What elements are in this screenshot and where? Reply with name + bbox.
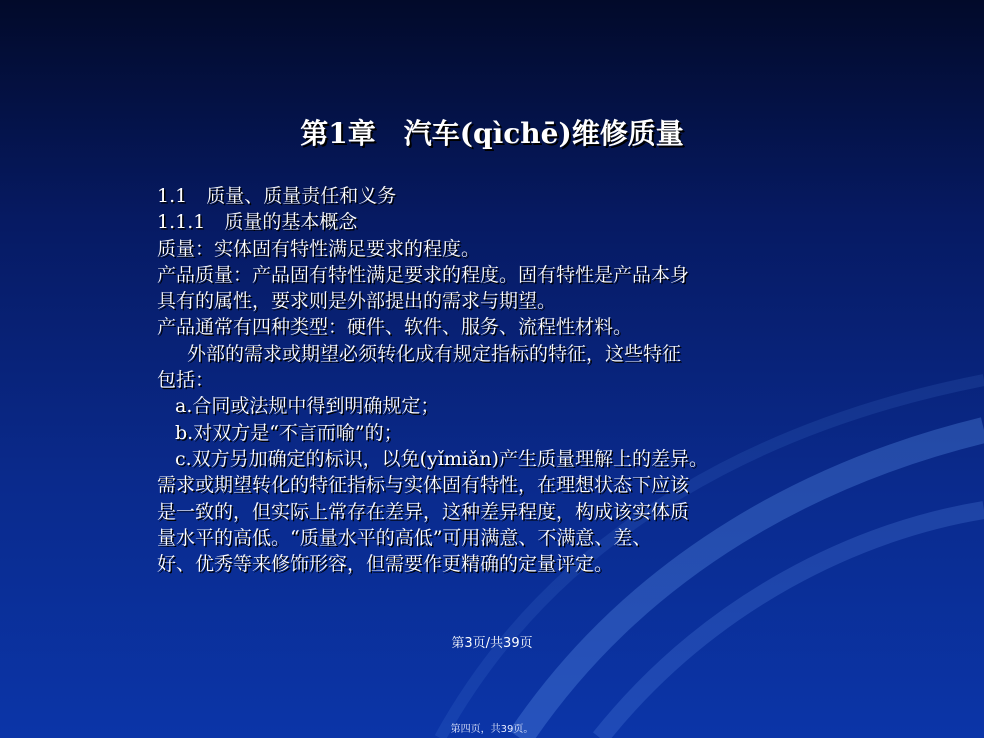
body-line: 质量：实体固有特性满足要求的程度。 xyxy=(157,237,481,260)
list-item-b: b.对双方是“不言而喻”的； xyxy=(175,421,403,444)
body-line: 具有的属性，要求则是外部提出的需求与期望。 xyxy=(157,290,557,313)
slide-title: 第1章 汽车(qìchē)维修质量 xyxy=(300,117,684,150)
body-line: 好、优秀等来修饰形容，但需要作更精确的定量评定。 xyxy=(157,553,614,576)
list-item-c: c.双方另加确定的标识，以免(yǐmiǎn)产生质量理解上的差异。 xyxy=(175,447,708,470)
section-heading: 1.1 质量、质量责任和义务 xyxy=(157,185,397,207)
body-line: 外部的需求或期望必须转化成有规定指标的特征，这些特征 xyxy=(187,342,682,365)
subsection-heading: 1.1.1 质量的基本概念 xyxy=(157,211,358,234)
footer-text: 第四页，共39页。 xyxy=(450,724,534,735)
body-line: 量水平的高低。“质量水平的高低”可用满意、不满意、差、 xyxy=(157,526,652,549)
body-line: 产品质量：产品固有特性满足要求的程度。固有特性是产品本身 xyxy=(157,263,690,286)
body-line: 包括： xyxy=(157,369,215,392)
page-number: 第3页/共39页 xyxy=(451,636,533,651)
body-line: 需求或期望转化的特征指标与实体固有特性，在理想状态下应该 xyxy=(157,474,690,497)
body-line: 是一致的，但实际上常存在差异，这种差异程度，构成该实体质 xyxy=(157,500,690,523)
slide-body xyxy=(157,183,757,577)
list-item-a: a.合同或法规中得到明确规定； xyxy=(175,395,440,418)
body-line: 产品通常有四种类型：硬件、软件、服务、流程性材料。 xyxy=(157,316,633,339)
